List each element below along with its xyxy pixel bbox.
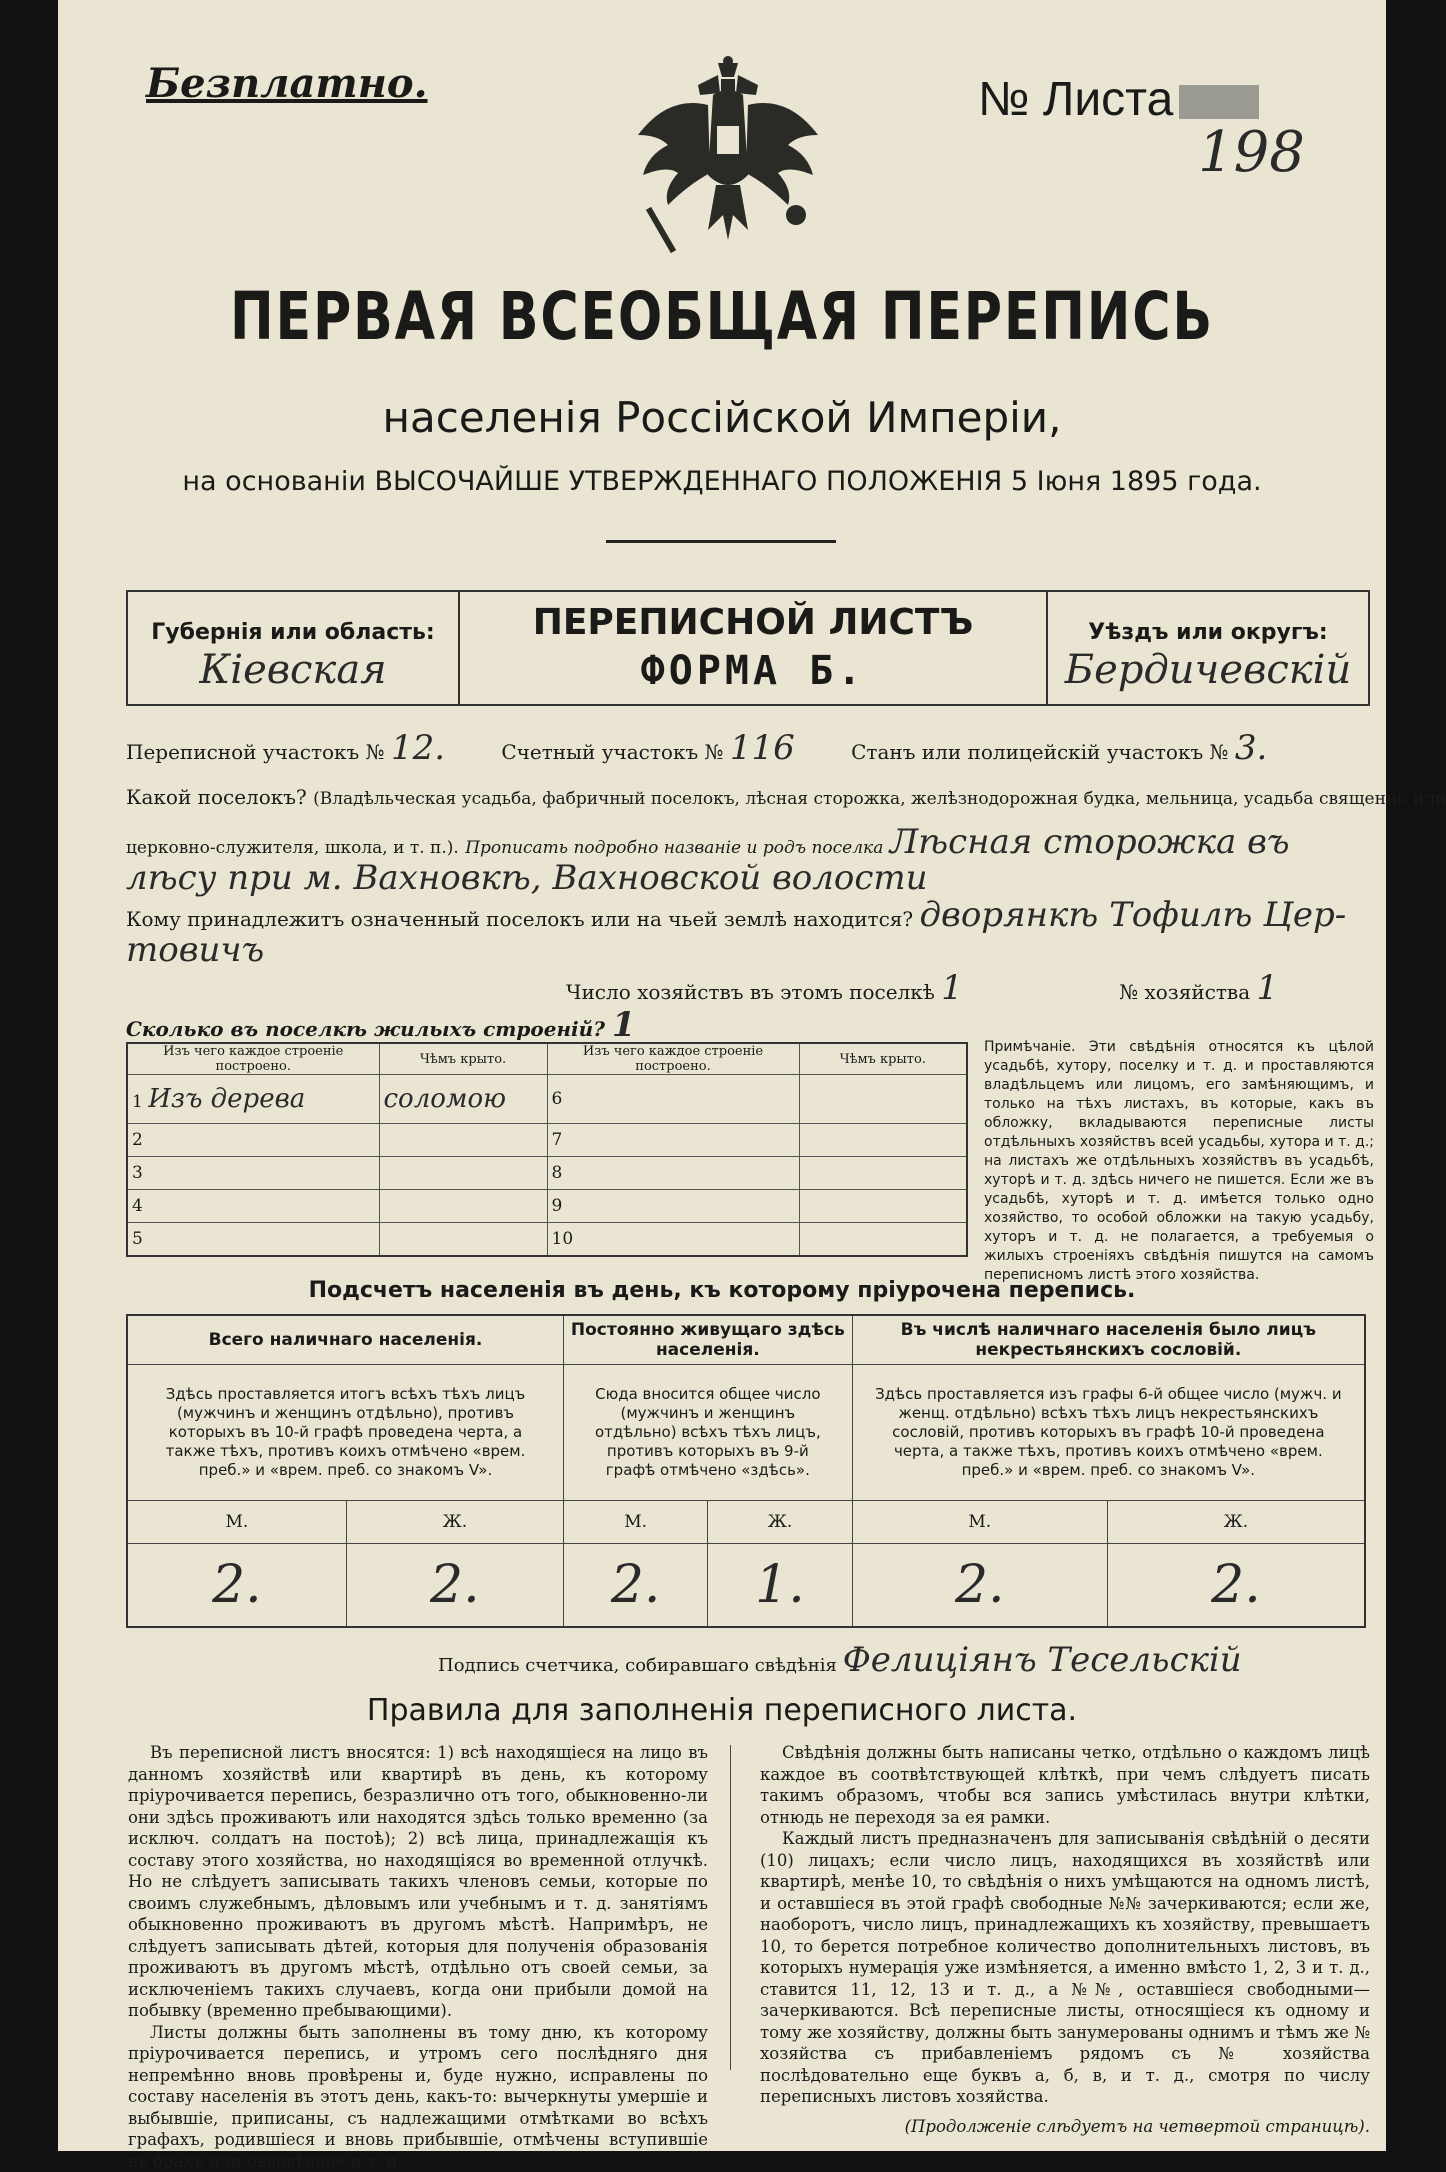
uezd-value: Бердичевскій: [1048, 647, 1368, 693]
count-value: 2.: [1107, 1544, 1365, 1628]
rules-paragraph: Каждый листъ предназначенъ для записыванія свѣдѣній о десяти (10) лицахъ; если число лицъ, находящихся въ хозяйствѣ или квартирѣ, менѣе 10, то свѣдѣнія о нихъ умѣщаются на одномъ листѣ, и оставшіеся въ этой графѣ свободные №№ зачеркиваются; если же, наоборотъ, число лицъ, принадлежащихъ къ хозяйству, превышаетъ 10, то берется потребное количество дополнительныхъ листовъ, въ которыхъ нумерація уже измѣняется, а именно вмѣсто 1, 2, 3 и т. д., ставится 11, 12, 13 и т. д., а №№, оставшіеся свободными—зачеркиваются. Всѣ переписные листы, относящіеся къ одному и тому же хозяйству, должны быть занумерованы однимъ и тѣмъ же № хозяйства съ прибавленіемъ рядомъ съ № хозяйства послѣдовательно еще буквъ а, б, в, и т. д., смотря по числу переписныхъ листовъ хозяйства.: [760, 1828, 1370, 2108]
sheet-number-handwritten: 198: [1198, 120, 1305, 185]
population-count-table: [126, 1314, 1366, 1628]
settlement-line-3: [126, 858, 928, 898]
row-number: 5: [132, 1229, 143, 1249]
row-number: 10: [552, 1229, 574, 1249]
rules-paragraph: Листы должны быть заполнены въ тому дню, къ которому пріурочивается перепись, и утромъ сего послѣдняго дня непремѣнно вновь провѣрены и, буде нужно, исправлены по составу населенія въ этотъ день, какъ-то: вычеркнуты умершіе и выбывшіе, приписаны, съ надлежащими отмѣтками во всѣхъ графахъ, родившіеся и вновь прибывшіе, отмѣчены вступившіе въ бракъ или овдовѣвшіе и т. д.: [128, 2022, 708, 2172]
households-line: [566, 968, 1278, 1008]
settlement-line-2: [126, 822, 1290, 862]
rules-paragraph: Свѣдѣнія должны быть написаны четко, отдѣльно о каждомъ лицѣ каждое въ соотвѣтствующей клѣткѣ, при чемъ слѣдуетъ писать такимъ образомъ, чтобы вся запись умѣстилась внутри клѣтки, отнюдь не переходя за ея рамки.: [760, 1742, 1370, 1828]
note-text: Примѣчаніе. Эти свѣдѣнія относятся къ цѣлой усадьбѣ, хутору, поселку и т. д. и проставляются владѣльцемъ или лицомъ, его замѣняющимъ, и только на тѣхъ листахъ, въ которые, какъ въ обложку, вкладываются переписные листы отдѣльныхъ хозяйствъ всей усадьбы, хутора и т. д.; на листахъ же отдѣльныхъ хозяйствъ въ усадьбѣ, хуторѣ и т. д. здѣсь ничего не пишется. Если же въ усадьбѣ, хуторѣ и т. д. имѣется только одно хозяйство, то особой обложки на такую усадьбу, хуторъ и т. д. не полагается, а требуемыя о жилыхъ строеніяхъ свѣдѣнія пишутся на самомъ переписномъ листѣ этого хозяйства.: [984, 1038, 1374, 1285]
uezd-label: Уѣздъ или округъ:: [1048, 620, 1368, 645]
table-row: [127, 1189, 967, 1222]
imperial-eagle-emblem: [628, 55, 828, 265]
form-header-box: [126, 590, 1370, 706]
row-number: 8: [552, 1163, 563, 1183]
free-label: Безплатно.: [146, 60, 428, 107]
building-material: Изъ дерева: [148, 1084, 305, 1114]
count-title: Подсчетъ населенія въ день, къ которому пріурочена перепись.: [58, 1278, 1386, 1303]
signature-label: Подпись счетчика, собиравшаго свѣдѣнія: [438, 1655, 837, 1676]
table-row: [127, 1156, 967, 1189]
perepis-label: Переписной участокъ №: [126, 740, 385, 764]
rules-left-column: [128, 1742, 708, 2172]
owner-line-2: [126, 930, 264, 970]
form-title: ФОРМА Б.: [458, 648, 1048, 694]
count-value: 2.: [563, 1544, 707, 1628]
households-value: 1: [941, 968, 963, 1008]
uezd-cell: [1046, 592, 1368, 704]
buildings-question-line: [126, 1005, 636, 1045]
signature-value: Фелиціянъ Тесельскій: [843, 1640, 1242, 1680]
c2-head: Постоянно живущаго здѣсь населенія.: [563, 1315, 852, 1365]
female-header: Ж.: [346, 1501, 563, 1544]
row-number: 1: [132, 1092, 143, 1112]
count-value: 2.: [852, 1544, 1107, 1628]
stan-label: Станъ или полицейскій участокъ №: [851, 740, 1228, 764]
row-number: 4: [132, 1196, 143, 1216]
divider: [606, 540, 836, 543]
districts-line: [126, 728, 1267, 768]
settlement-hint-1: (Владѣльческая усадьба, фабричный поселокъ, лѣсная сторожка, желѣзнодорожная будка, мельница, усадьба священно или: [313, 789, 1446, 809]
stan-value: 3.: [1235, 728, 1267, 768]
rules-paragraph: Въ переписной листъ вносятся: 1) всѣ находящіеся на лицо въ данномъ хозяйствѣ или квартирѣ въ день, къ которому пріурочивается перепись, безразлично отъ того, обыкновенно-ли они здѣсь проживаютъ или находятся здѣсь только временно (за исключ. солдатъ на постоѣ); 2) всѣ лица, принадлежащія къ составу этого хозяйства, но находящіяся во временной отлучкѣ. Но не слѣдуетъ записывать такихъ членовъ семьи, которые по своимъ служебнымъ, дѣловымъ или учебнымъ и т. д. занятіямъ обыкновенно проживаютъ въ другомъ мѣстѣ. Напримѣръ, не слѣдуетъ записывать дѣтей, которыя для полученія образованія проживаютъ въ другомъ мѣстѣ, отдѣльно отъ своей семьи, за исключеніемъ такихъ случаевъ, когда они прибыли домой на побывку (временно пребывающими).: [128, 1742, 708, 2022]
column-divider: [730, 1745, 731, 2070]
c3-desc: Здѣсь проставляется изъ графы 6-й общее число (мужч. и женщ. отдѣльно) всѣхъ тѣхъ лицъ некрестьянскихъ сословій, противъ которыхъ въ графѣ 10-й проведена черта, а также тѣхъ, противъ коихъ отмѣчено «врем. преб.» и «врем. преб. со знакомъ V».: [852, 1365, 1365, 1501]
schet-value: 116: [730, 728, 795, 768]
sheet-number-crossed: [1179, 85, 1259, 119]
male-header: М.: [852, 1501, 1107, 1544]
count-value: 1.: [708, 1544, 852, 1628]
table-row: [127, 1123, 967, 1156]
owner-line: [126, 895, 1346, 935]
settlement-hint-2: церковно-служителя, школа, и т. п.).: [126, 838, 459, 858]
sheet-number-label: [978, 72, 1259, 127]
count-value: 2.: [346, 1544, 563, 1628]
household-no-value: 1: [1256, 968, 1278, 1008]
male-header: М.: [563, 1501, 707, 1544]
guberniya-value: Кіевская: [128, 647, 458, 693]
table-row: [127, 1222, 967, 1256]
col-roof-right: Чѣмъ крыто.: [799, 1043, 967, 1075]
col-material-left: Изъ чего каждое строеніе построено.: [127, 1043, 379, 1075]
household-no-label: № хозяйства: [1119, 980, 1250, 1004]
settlement-question-line: [126, 785, 1446, 809]
buildings-value: 1: [612, 1005, 636, 1045]
c2-desc: Сюда вносится общее число (мужчинъ и женщинъ отдѣльно) всѣхъ тѣхъ лицъ, противъ которыхъ въ 9-й графѣ отмѣчено «здѣсь».: [563, 1365, 852, 1501]
row-number: 7: [552, 1130, 563, 1150]
buildings-question: Сколько въ поселкѣ жилыхъ строеній?: [126, 1017, 605, 1041]
table-row: [127, 1075, 967, 1124]
count-value: 2.: [127, 1544, 346, 1628]
owner-value-1: дворянкѣ Тофилѣ Цер-: [920, 895, 1347, 935]
census-form-page: [58, 0, 1386, 2151]
subtitle: населенія Россійской Имперіи,: [58, 393, 1386, 442]
female-header: Ж.: [708, 1501, 852, 1544]
rules-title: Правила для заполненія переписного листа.: [58, 1693, 1386, 1728]
rules-right-column: [760, 1742, 1370, 2137]
row-number: 3: [132, 1163, 143, 1183]
settlement-question: Какой поселокъ?: [126, 785, 307, 809]
row-number: 2: [132, 1130, 143, 1150]
guberniya-label: Губернія или область:: [128, 620, 458, 645]
schet-label: Счетный участокъ №: [501, 740, 723, 764]
settlement-value-1: Лѣсная сторожка въ: [890, 822, 1290, 862]
legal-basis: на основаніи ВЫСОЧАЙШЕ УТВЕРЖДЕННАГО ПОЛОЖЕНІЯ 5 Іюня 1895 года.: [58, 466, 1386, 497]
female-header: Ж.: [1107, 1501, 1365, 1544]
signature-line: [438, 1640, 1242, 1680]
households-label: Число хозяйствъ въ этомъ поселкѣ: [566, 980, 935, 1004]
sheet-title: ПЕРЕПИСНОЙ ЛИСТЪ: [458, 602, 1048, 643]
col-roof-left: Чѣмъ крыто.: [379, 1043, 547, 1075]
c1-head: Всего наличнаго населенія.: [127, 1315, 563, 1365]
building-roof: соломою: [384, 1084, 507, 1114]
perepis-value: 12.: [391, 728, 445, 768]
buildings-table: [126, 1042, 968, 1257]
settlement-instruction: Прописать подробно названіе и родъ поселка: [465, 838, 883, 858]
continued-note: (Продолженіе слѣдуетъ на четвертой страницѣ).: [760, 2116, 1370, 2138]
c1-desc: Здѣсь проставляется итогъ всѣхъ тѣхъ лицъ (мужчинъ и женщинъ отдѣльно), противъ которыхъ въ 10-й графѣ проведена черта, а также тѣхъ, противъ коихъ отмѣчено «врем. преб.» и «врем. преб. со знакомъ V».: [127, 1365, 563, 1501]
owner-question: Кому принадлежитъ означенный поселокъ или на чьей землѣ находится?: [126, 907, 913, 931]
row-number: 6: [552, 1089, 563, 1109]
guberniya-cell: [128, 592, 460, 704]
owner-value-2: товичъ: [126, 930, 264, 970]
male-header: М.: [127, 1501, 346, 1544]
main-title: ПЕРВАЯ ВСЕОБЩАЯ ПЕРЕПИСЬ: [138, 278, 1307, 355]
settlement-value-2: лѣсу при м. Вахновкѣ, Вахновской волости: [126, 858, 928, 898]
sheet-label-text: № Листа: [978, 73, 1173, 126]
col-material-right: Изъ чего каждое строеніе построено.: [547, 1043, 799, 1075]
row-number: 9: [552, 1196, 563, 1216]
c3-head: Въ числѣ наличнаго населенія было лицъ некрестьянскихъ сословій.: [852, 1315, 1365, 1365]
